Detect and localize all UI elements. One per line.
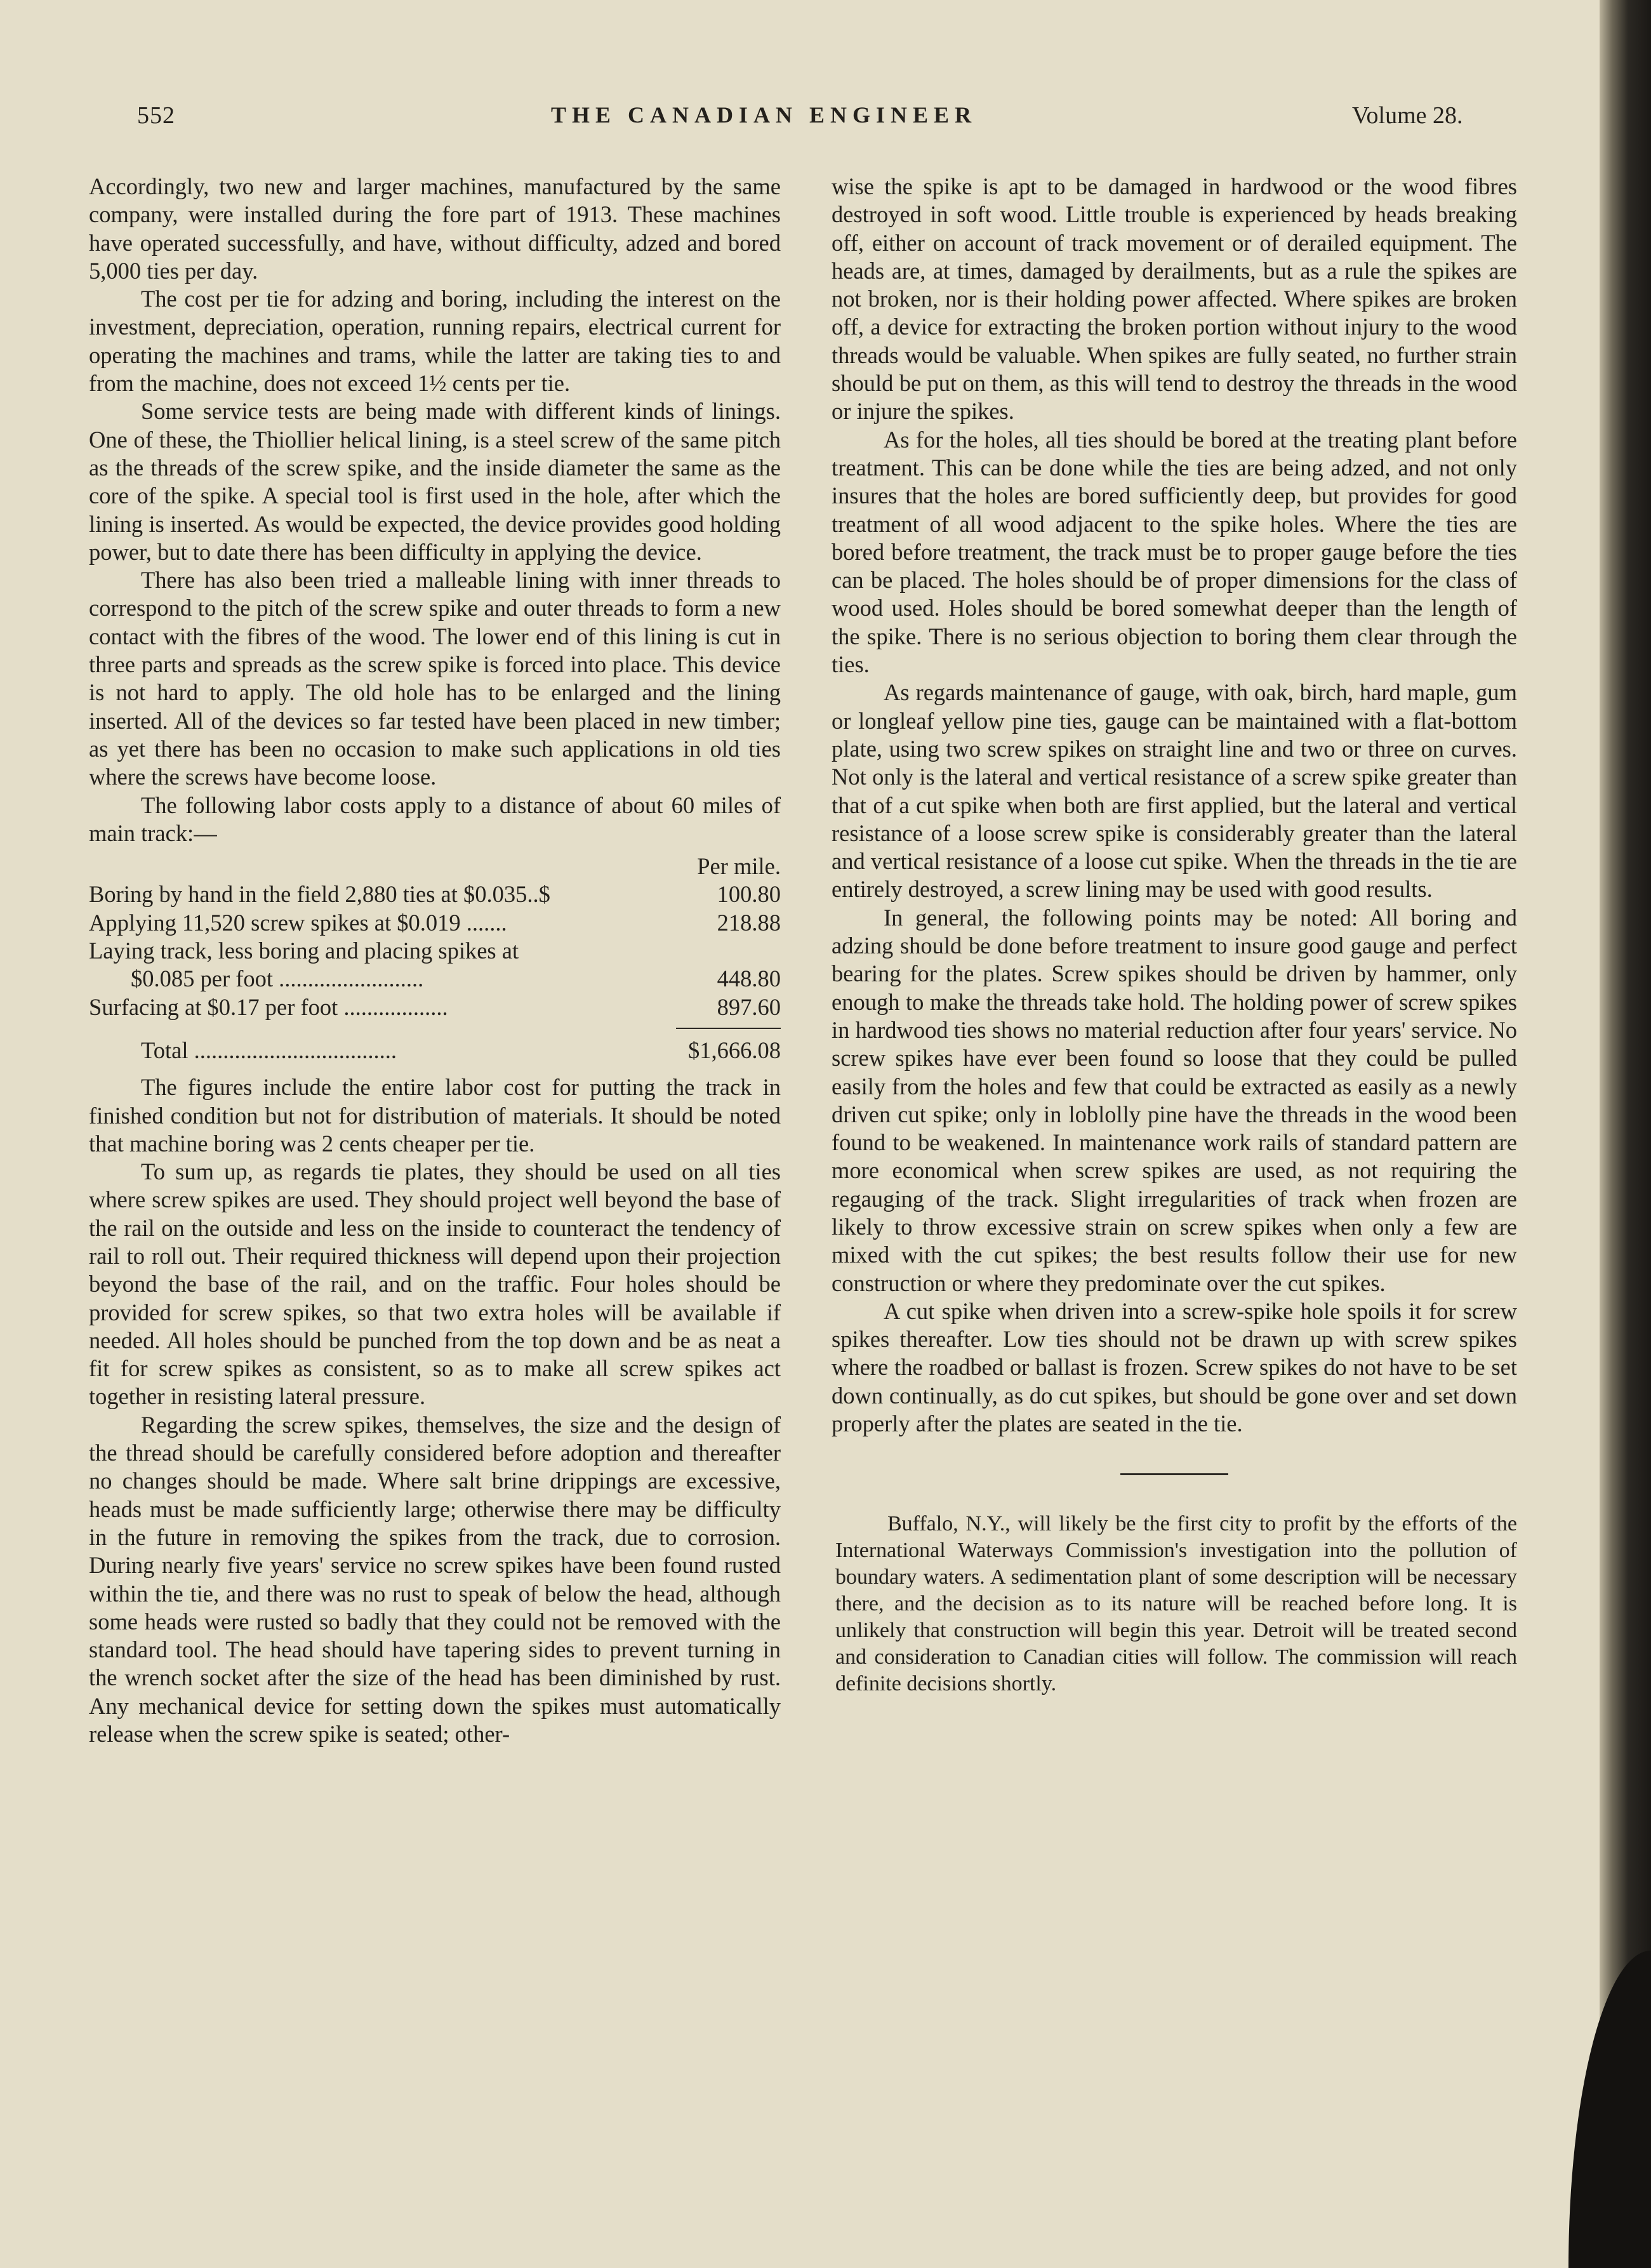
left-column bbox=[89, 173, 781, 1748]
cost-table-header: Per mile. bbox=[697, 853, 781, 880]
paragraph: Regarding the screw spikes, themselves, the size and the design of the thread should be carefully considered before adoption and thereafter no changes should be made. Where salt brine drippings are excessive, heads must be made sufficiently large; otherwise there may be difficulty in the future in removing the spikes from the track, due to corrosion. During nearly five years' service no screw spikes have been found rusted within the tie, and there was no rust to speak of below the head, although some heads were rusted so badly that they could not be removed with the standard tool. The head should have tapering sides to prevent turning in the wrench socket after the size of the head has been diminished by rust. Any mechanical device for setting down the spikes must automatically release when the screw spike is seated; other- bbox=[89, 1411, 781, 1747]
cost-row bbox=[89, 909, 781, 937]
cost-description: Applying 11,520 screw spikes at $0.019 ....... bbox=[89, 909, 507, 936]
paragraph: The figures include the entire labor cost for putting the track in finished condition but not for distribution of materials. It should be noted that machine boring was 2 cents cheaper per tie. bbox=[89, 1074, 781, 1157]
cost-total-row bbox=[89, 1037, 781, 1064]
cost-row bbox=[89, 993, 781, 1021]
section-spacer bbox=[832, 1438, 1517, 1473]
page-number: 552 bbox=[137, 102, 175, 129]
section-divider bbox=[1120, 1473, 1228, 1475]
total-rule bbox=[676, 1028, 781, 1029]
cost-description: Laying track, less boring and placing spikes at bbox=[89, 938, 519, 964]
paragraph: In general, the following points may be noted: All boring and adzing should be done before treatment to insure good gauge and perfect bearing for the plates. Screw spikes should be driven by hammer, only enough to make the threads take hold. The holding power of screw spikes in hardwood ties shows no material reduction after four years' service. No screw spikes have ever been found so loose that they could be pulled easily from the holes and few that could be extracted as easily as a newly driven cut spike; only in loblolly pine have the threads in the wood been found to be weakened. In maintenance work rails of standard pattern are more economical when screw spikes are used, as not requiring the regauging of the track. Slight irregularities of track when frozen are likely to throw excessive strain on screw spikes when only a few are mixed with the cut spikes; the best results follow their use for new construction or where they predominate over the cut spikes. bbox=[832, 904, 1517, 1296]
total-amount: $1,666.08 bbox=[688, 1037, 781, 1063]
cost-row bbox=[89, 880, 781, 908]
cost-description: Boring by hand in the field 2,880 ties at $0.035..$ bbox=[89, 881, 550, 908]
cost-amount: 897.60 bbox=[717, 993, 781, 1020]
paragraph: wise the spike is apt to be damaged in hardwood or the wood fibres destroyed in soft wood. Little trouble is experienced by heads breaking off, either on account of track movement or of derailed equipment. The heads are, at times, damaged by derailments, but as a rule the spikes are not broken, nor is their holding power affected. Where spikes are broken off, a device for extracting the broken portion without injury to the wood threads would be valuable. When spikes are fully seated, no further strain should be put on them, as this will tend to destroy the threads in the wood or injure the spikes. bbox=[832, 173, 1517, 425]
right-column bbox=[832, 173, 1517, 1697]
paragraph: To sum up, as regards tie plates, they should be used on all ties where screw spikes are used. They should project well beyond the base of the rail on the outside and less on the inside to counteract the tendency of rail to roll out. Their required thickness will depend upon their projection beyond the base of the rail, and on the traffic. Four holes should be provided for screw spikes, so that two extra holes will be available if needed. All holes should be punched from the top down and be as neat a fit for screw spikes as consistent, so as to make all screw spikes act together in resisting lateral pressure. bbox=[89, 1158, 781, 1410]
labor-cost-table bbox=[89, 852, 781, 1073]
volume-label: Volume 28. bbox=[1352, 102, 1463, 129]
total-label: Total ................................... bbox=[141, 1037, 397, 1063]
paragraph: There has also been tried a malleable lining with inner threads to correspond to the pitch of the screw spike and outer threads to form a new contact with the fibres of the wood. The lower end of this lining is cut in three parts and spreads as the screw spike is forced into place. This device is not hard to apply. The old hole has to be enlarged and the lining inserted. All of the devices so far tested have been placed in new timber; as yet there has been no occasion to make such applications in old ties where the screws have become loose. bbox=[89, 567, 781, 790]
table-gap bbox=[89, 1064, 781, 1073]
book-binding-edge bbox=[1600, 0, 1651, 2268]
paragraph: As regards maintenance of gauge, with oak, birch, hard maple, gum or longleaf yellow pine ties, gauge can be maintained with a flat-bottom plate, using two screw spikes on straight line and two or three on curves. Not only is the lateral and vertical resistance of a screw spike greater than that of a cut spike when both are first applied, but the lateral and vertical resistance of a loose screw spike is considerably greater than the lateral and vertical resistance of a loose cut spike. When the threads in the tie are entirely destroyed, a screw lining may be used with good results. bbox=[832, 679, 1517, 903]
paragraph: Some service tests are being made with different kinds of linings. One of these, the Thiollier helical lining, is a steel screw of the same pitch as the threads of the screw spike, and the inside diameter the same as the core of the spike. A special tool is first used in the hole, after which the lining is inserted. As would be expected, the device provides good holding power, but to date there has been difficulty in applying the device. bbox=[89, 398, 781, 565]
cost-description: Surfacing at $0.17 per foot .................. bbox=[89, 993, 448, 1020]
page-header bbox=[0, 102, 1600, 140]
paragraph: Accordingly, two new and larger machines, manufactured by the same company, were installed during the fore part of 1913. These machines have operated successfully, and have, without difficulty, adzed and bored 5,000 ties per day. bbox=[89, 173, 781, 284]
paragraph: A cut spike when driven into a screw-spike hole spoils it for screw spikes thereafter. Low ties should not be drawn up with screw spikes where the roadbed or ballast is frozen. Screw spikes do not have to be set down continually, as do cut spikes, but should be gone over and set down properly after the plates are seated in the tie. bbox=[832, 1297, 1517, 1437]
cost-row bbox=[89, 937, 781, 965]
news-note: Buffalo, N.Y., will likely be the first city to profit by the efforts of the International Waterways Commission's investigation into the pollution of boundary waters. A sedimentation plant of some description will be necessary there, and the decision as to its nature will be reached before long. It is unlikely that construction will begin this year. Detroit will be treated second and consideration to Canadian cities will follow. The commission will reach definite decisions shortly. bbox=[835, 1512, 1517, 1696]
cost-amount: 218.88 bbox=[717, 909, 781, 936]
cost-amount: 448.80 bbox=[717, 965, 781, 992]
cost-row bbox=[89, 965, 781, 993]
cost-description: $0.085 per foot ......................... bbox=[131, 965, 424, 992]
paragraph: As for the holes, all ties should be bored at the treating plant before treatment. This can be done while the ties are being adzed, and not only insures that the holes are bored sufficiently deep, but provides for good treatment of all wood adjacent to the spike holes. Where the ties are bored before treatment, the track must be to proper gauge before the ties can be placed. The holes should be of proper dimensions for the class of wood used. Holes should be bored somewhat deeper than the length of the spike. There is no serious objection to boring them clear through the ties. bbox=[832, 426, 1517, 678]
paragraph: The cost per tie for adzing and boring, including the interest on the investment, depreciation, operation, running repairs, electrical current for operating the machines and trams, while the latter are taking ties to and from the machine, does not exceed 1½ cents per tie. bbox=[89, 286, 781, 397]
journal-title: THE CANADIAN ENGINEER bbox=[551, 102, 978, 128]
cost-amount: 100.80 bbox=[717, 881, 781, 908]
paragraph: The following labor costs apply to a distance of about 60 miles of main track:— bbox=[89, 792, 781, 846]
